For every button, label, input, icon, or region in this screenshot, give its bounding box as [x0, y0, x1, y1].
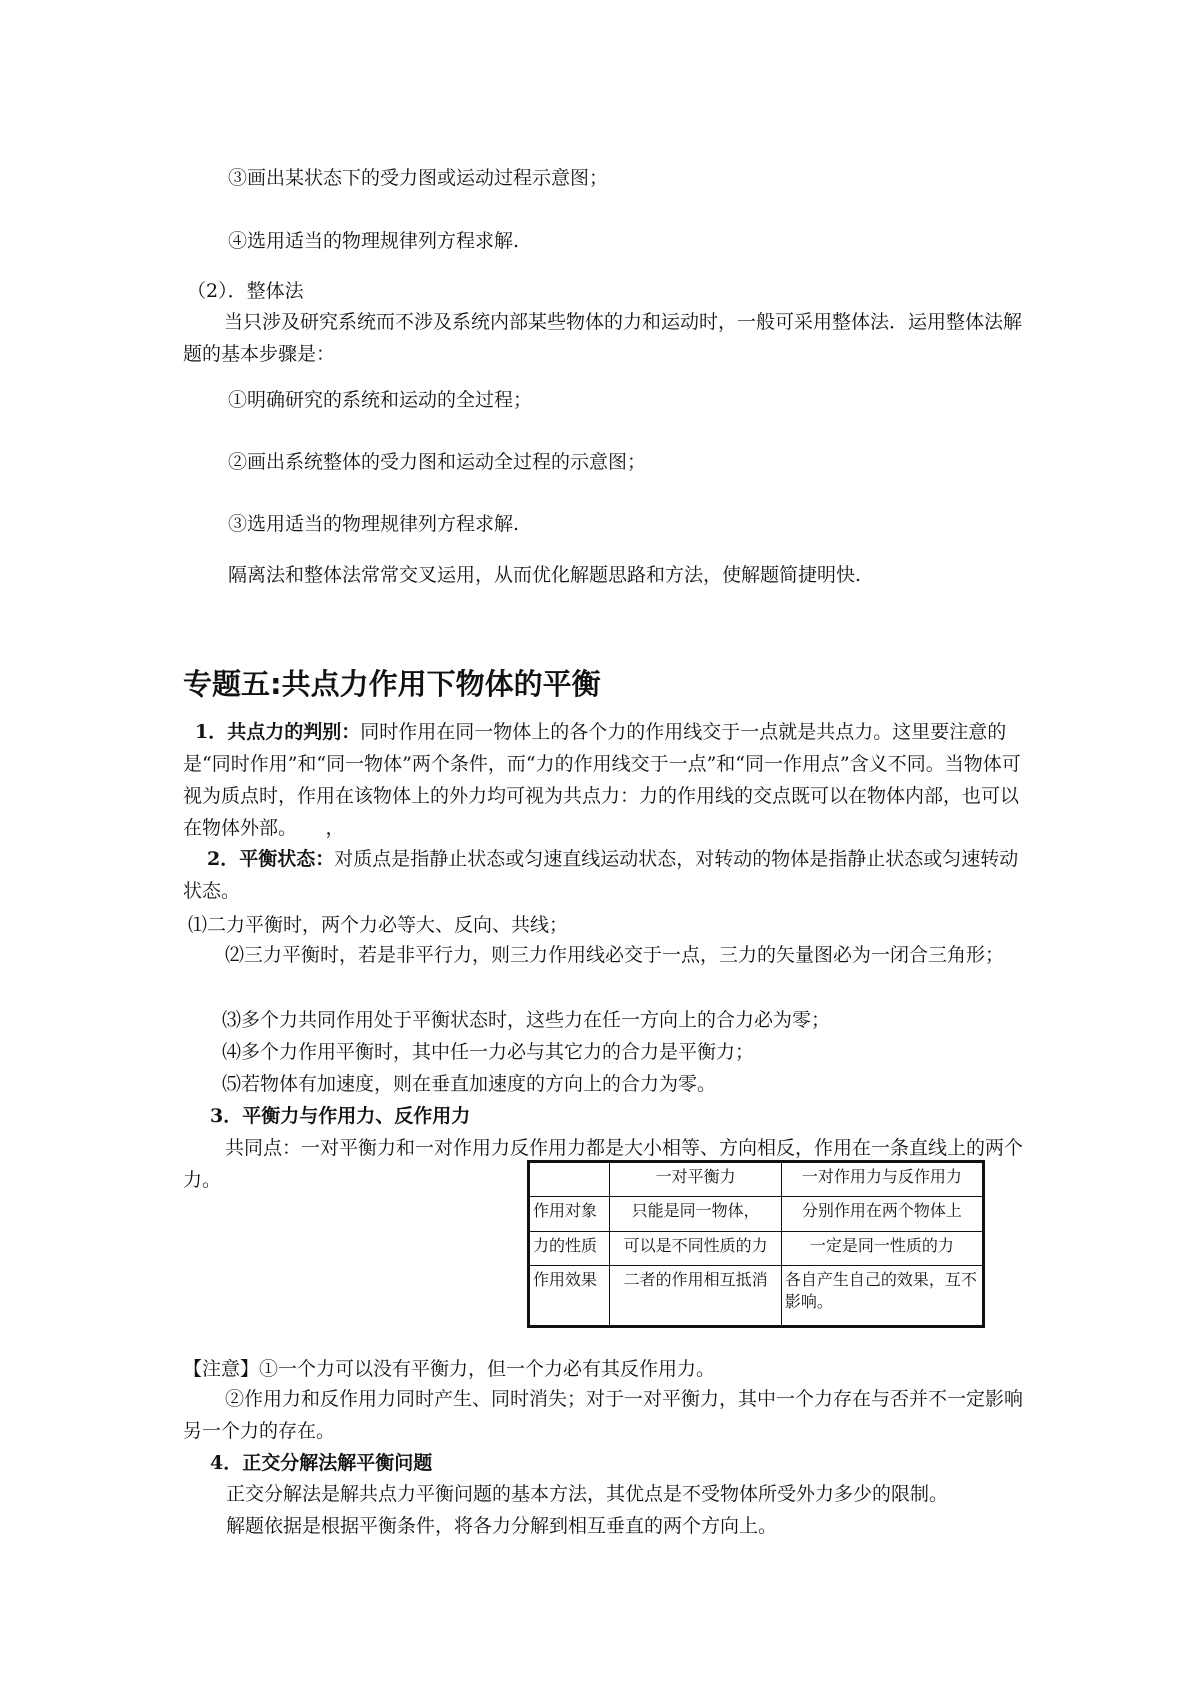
- condition-4: ⑷多个力作用平衡时，其中任一力必与其它力的合力是平衡力；: [222, 1041, 755, 1063]
- condition-1: ⑴二力平衡时，两个力必等大、反向、共线；: [188, 914, 569, 936]
- holistic-intro: 当只涉及研究系统而不涉及系统内部某些物体的力和运动时，一般可采用整体法．运用整体法解题的基本步骤是：: [183, 311, 1023, 365]
- table-header-cell: 一对作用力与反作用力: [781, 1162, 983, 1197]
- section-2-text: 对质点是指静止状态或匀速直线运动状态，对转动的物体是指静止状态或匀速转动状态。: [183, 848, 1019, 902]
- note-2: ②作用力和反作用力同时产生、同时消失；对于一对平衡力，其中一个力存在与否并不一定影响另一个力的存在。: [183, 1388, 1024, 1442]
- table-row: [529, 1265, 984, 1326]
- holistic-step-2: ②画出系统整体的受力图和运动全过程的示意图；: [228, 451, 647, 473]
- isolation-step-3: ③画出某状态下的受力图或运动过程示意图；: [228, 167, 609, 189]
- holistic-summary: 隔离法和整体法常常交叉运用，从而优化解题思路和方法，使解题简捷明快.: [228, 564, 862, 586]
- section-1-label: 1．共点力的判别：: [195, 721, 361, 743]
- table-cell: 二者的作用相互抵消: [610, 1265, 781, 1326]
- table-header-cell: 一对平衡力: [610, 1162, 781, 1197]
- table-cell: 各自产生自己的效果，互不影响。: [781, 1265, 983, 1326]
- section-3-common: 共同点：一对平衡力和一对作用力反作用力都是大小相等、方向相反，作用在一条直线上的两个力。: [183, 1137, 1024, 1191]
- section-2-label: 2．平衡状态：: [207, 848, 335, 870]
- isolation-step-4: ④选用适当的物理规律列方程求解.: [228, 230, 520, 252]
- table-cell: 可以是不同性质的力: [610, 1231, 781, 1265]
- condition-5: ⑸若物体有加速度，则在垂直加速度的方向上的合力为零。: [222, 1073, 717, 1095]
- section-4-text-2: 解题依据是根据平衡条件，将各力分解到相互垂直的两个方向上。: [226, 1515, 778, 1537]
- holistic-step-1: ①明确研究的系统和运动的全过程；: [228, 389, 533, 411]
- table-row-label: 作用对象: [529, 1197, 610, 1231]
- topic-title: 专题五:共点力作用下物体的平衡: [183, 667, 601, 701]
- table-cell: 一定是同一性质的力: [781, 1231, 983, 1265]
- section-1-text: 同时作用在同一物体上的各个力的作用线交于一点就是共点力。这里要注意的是“同时作用”和“同一物体”两个条件，而“力的作用线交于一点”和“同一作用点”含义不同。当物体可视为质点时，作用在该物体上的外力均可视为共点力：力的作用线的交点既可以在物体内部，也可以在物体外部。 ，: [183, 721, 1021, 839]
- holistic-step-3: ③选用适当的物理规律列方程求解.: [228, 513, 520, 535]
- table-row-label: 作用效果: [529, 1265, 610, 1326]
- condition-2: ⑵三力平衡时，若是非平行力，则三力作用线必交于一点，三力的矢量图必为一闭合三角形；: [225, 944, 1005, 966]
- section-2-paragraph: [183, 843, 1023, 907]
- table-row: [529, 1231, 984, 1265]
- table-cell: 只能是同一物体，: [610, 1197, 781, 1231]
- table-row-label: 力的性质: [529, 1231, 610, 1265]
- table-row: [529, 1197, 984, 1231]
- section-4-text-1: 正交分解法是解共点力平衡问题的基本方法，其优点是不受物体所受外力多少的限制。: [226, 1483, 949, 1505]
- section-3-heading: 3．平衡力与作用力、反作用力: [210, 1105, 471, 1127]
- note-1: 【注意】①一个力可以没有平衡力，但一个力必有其反作用力。: [183, 1358, 716, 1380]
- section-4-heading: 4．正交分解法解平衡问题: [210, 1452, 433, 1474]
- holistic-heading: （2）．整体法: [187, 280, 304, 302]
- table-header-row: [529, 1162, 984, 1197]
- table-cell: 分别作用在两个物体上: [781, 1197, 983, 1231]
- condition-3: ⑶多个力共同作用处于平衡状态时，这些力在任一方向上的合力必为零；: [222, 1009, 831, 1031]
- comparison-table: [527, 1160, 985, 1328]
- section-1-paragraph: [183, 716, 1023, 844]
- table-header-cell: [529, 1162, 610, 1197]
